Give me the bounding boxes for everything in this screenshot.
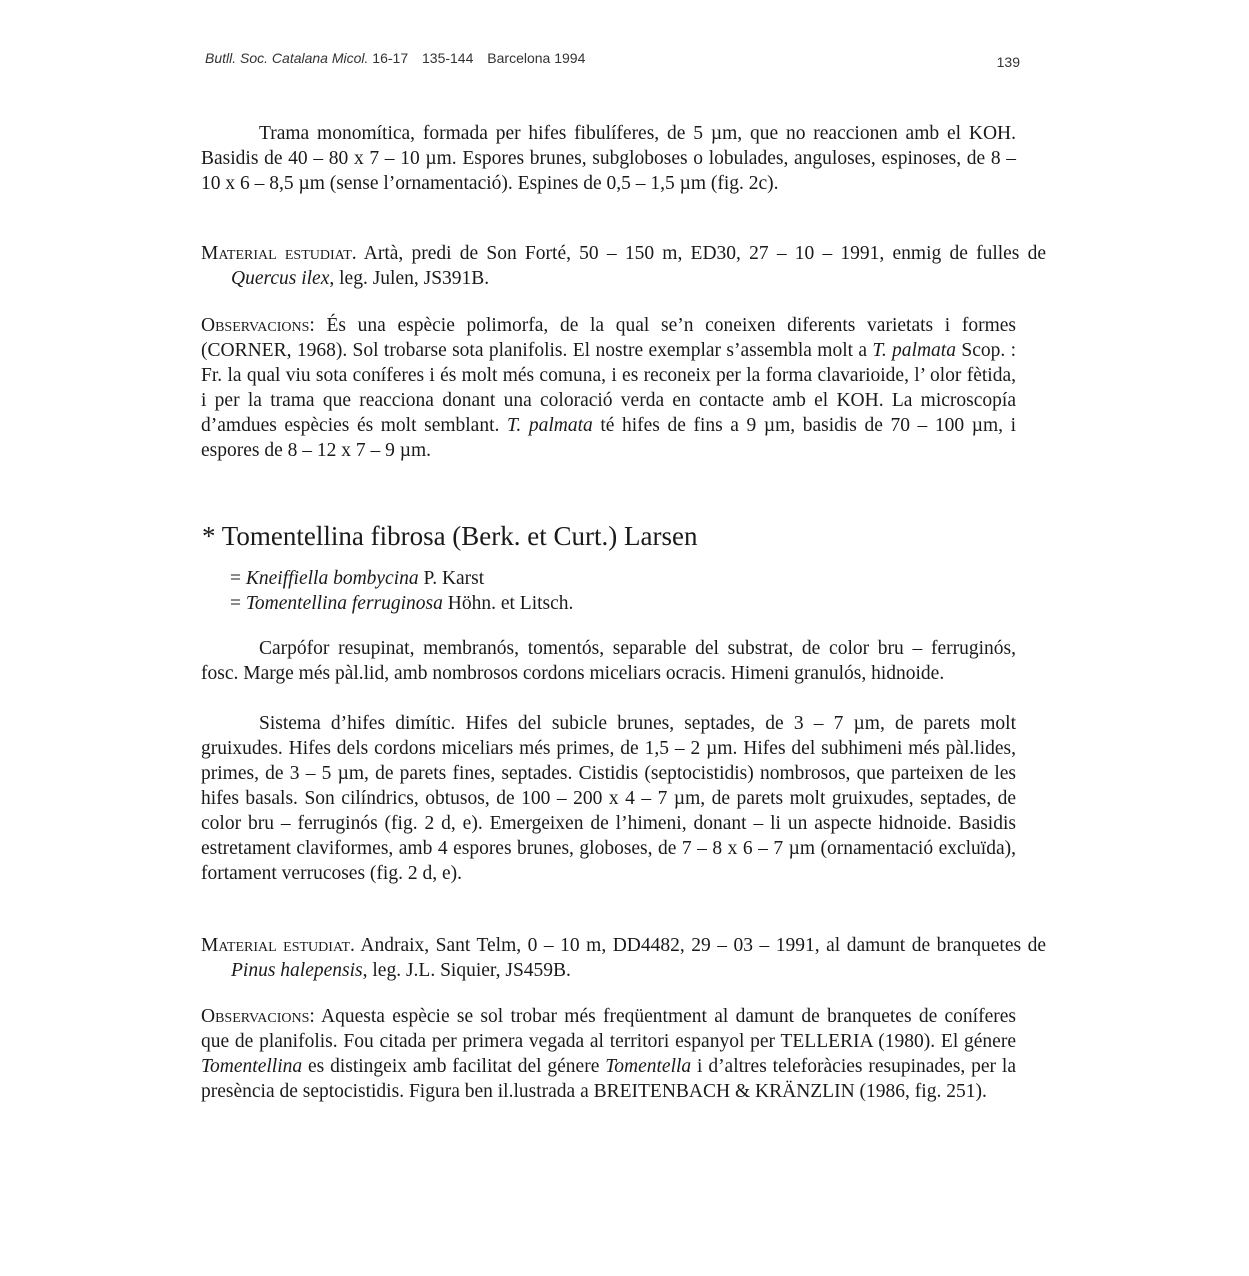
journal-citation bbox=[205, 50, 595, 66]
species-name: T. palmata bbox=[506, 415, 593, 436]
observations-text: És una espècie polimorfa, de la qual se’n coneixen diferents varietats i formes (CORNER, 1968). Sol trobarse sota planifolis. El nostre exemplar s’assembla molt a bbox=[201, 315, 1016, 361]
observations-paragraph-2 bbox=[201, 1004, 1016, 1104]
description-text: Carpófor resupinat, membranós, tomentós, separable del substrat, de color bru – ferruginós, fosc. Marge més pàl.lid, amb nombrosos cordons miceliars ocracis. Himeni granulós, hidnoide. bbox=[201, 638, 1016, 684]
synonym-equals: = bbox=[230, 568, 246, 589]
synonym-name: Kneiffiella bombycina bbox=[245, 568, 419, 589]
observations-text: Aquesta espècie se sol trobar més freqüentment al damunt de branquetes de coníferes que de planifolis. Fou citada per primera vegada al territori espanyol per TELLERIA (1980). El génere bbox=[201, 1006, 1016, 1052]
material-label: Material estudiat. bbox=[201, 935, 355, 956]
trama-text: Trama monomítica, formada per hifes fibulíferes, de 5 µm, que no reaccionen amb el KOH. Basidis de 40 – 80 x 7 – 10 µm. Espores brunes, subgloboses o lobulades, anguloses, espinoses, de 8 – 10 x 6 – 8,5 µm (sense l’ornamentació). Espines de 0,5 – 1,5 µm (fig. 2c). bbox=[201, 123, 1016, 194]
observations-paragraph-1 bbox=[201, 313, 1016, 463]
species-name: Quercus ilex bbox=[231, 268, 330, 289]
journal-place-year: Barcelona 1994 bbox=[487, 50, 586, 66]
material-label: Material estudiat. bbox=[201, 243, 357, 264]
synonym-author: P. Karst bbox=[418, 568, 485, 589]
journal-pages: 135-144 bbox=[422, 50, 474, 66]
description-paragraph-1 bbox=[201, 636, 1016, 686]
journal-volume: 16-17 bbox=[372, 50, 409, 66]
genus-name: Tomentella bbox=[605, 1056, 692, 1077]
description-text: Sistema d’hifes dimític. Hifes del subicle brunes, septades, de 3 – 7 µm, de parets molt gruixudes. Hifes dels cordons miceliars més primes, de 1,5 – 2 µm. Hifes del subhimeni més pàl.lides, primes, de 3 – 5 µm, de parets fines, septades. Cistidis (septocistidis) nombrosos, que parteixen de les hifes basals. Son cilíndrics, obtusos, de 100 – 200 x 4 – 7 µm, de parets molt gruixudes, septades, de color bru – ferruginós (fig. 2 d, e). Emergeixen de l’himeni, donant – li un aspecte hidnoide. Basidis estretament claviformes, amb 4 espores brunes, globoses, de 7 – 8 x 6 – 7 µm (ornamentació excluïda), fortament verrucoses (fig. 2 d, e). bbox=[201, 713, 1016, 884]
material-text: , leg. J.L. Siquier, JS459B. bbox=[362, 960, 571, 981]
page-number: 139 bbox=[996, 54, 1020, 70]
material-text: Artà, predi de Son Forté, 50 – 150 m, ED30, 27 – 10 – 1991, enmig de fulles de bbox=[356, 243, 1047, 264]
observations-text: i d’altres teleforàcies resupinades, per la presència de septocistidis. Figura ben il.lustrada a BREITENBACH & KRÄNZLIN (1986, fig. 251). bbox=[201, 1056, 1016, 1102]
observations-text: té hifes de fins a 9 µm, basidis de 70 – 100 µm, i espores de 8 – 12 x 7 – 9 µm. bbox=[201, 415, 1016, 461]
observations-label: Observacions: bbox=[201, 315, 315, 336]
synonym-1 bbox=[230, 566, 484, 591]
synonym-name: Tomentellina ferruginosa bbox=[245, 593, 443, 614]
genus-name: Tomentellina bbox=[201, 1056, 303, 1077]
journal-name: Butll. Soc. Catalana Micol. bbox=[205, 50, 369, 66]
material-text: , leg. Julen, JS391B. bbox=[329, 268, 490, 289]
observations-text: es distingeix amb facilitat del génere bbox=[302, 1056, 606, 1077]
material-paragraph-1 bbox=[201, 241, 1046, 291]
material-paragraph-2 bbox=[201, 933, 1046, 983]
observations-text: Scop. : Fr. la qual viu sota coníferes i és molt més comuna, i es reconeix per la forma clavarioide, l’ olor fètida, i per la trama que reacciona donant una coloració verda en contacte amb el KOH. La microscopía d’amdues espècies és molt semblant. bbox=[201, 340, 1016, 436]
synonym-author: Höhn. et Litsch. bbox=[442, 593, 574, 614]
trama-paragraph bbox=[201, 121, 1016, 196]
material-text: Andraix, Sant Telm, 0 – 10 m, DD4482, 29 – 03 – 1991, al damunt de branquetes de bbox=[354, 935, 1047, 956]
species-name: T. palmata bbox=[872, 340, 956, 361]
observations-label: Observacions: bbox=[201, 1006, 315, 1027]
synonym-2 bbox=[230, 591, 573, 616]
species-name: Pinus halepensis bbox=[231, 960, 363, 981]
synonym-equals: = bbox=[230, 593, 246, 614]
description-paragraph-2 bbox=[201, 711, 1016, 886]
taxon-heading: * Tomentellina fibrosa (Berk. et Curt.) Larsen bbox=[202, 521, 698, 551]
